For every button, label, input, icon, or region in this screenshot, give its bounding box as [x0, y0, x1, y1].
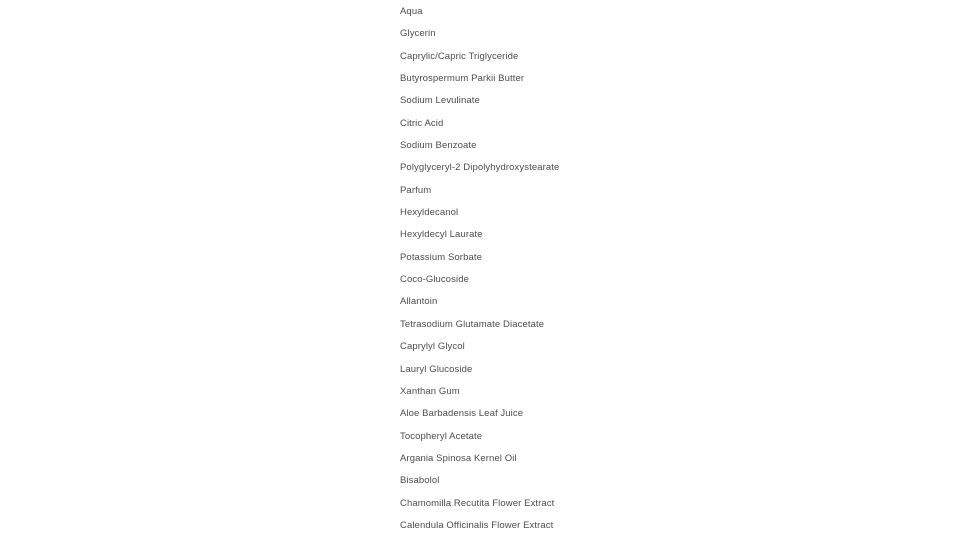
- ingredient-item: Aqua: [400, 6, 423, 17]
- ingredient-item: Tocopheryl Acetate: [400, 430, 483, 442]
- ingredient-item: Hexyldecanol: [400, 207, 459, 219]
- ingredient-item: Glycerin: [400, 28, 436, 40]
- ingredient-item: Polyglyceryl-2 Dipolyhydroxystearate: [400, 162, 560, 174]
- ingredient-item: Coco-Glucoside: [400, 274, 469, 286]
- ingredient-item: Sodium Benzoate: [400, 140, 477, 152]
- ingredient-item: Citric Acid: [400, 117, 444, 129]
- ingredient-item: Sodium Levulinate: [400, 95, 480, 107]
- ingredient-item: Caprylyl Glycol: [400, 341, 465, 353]
- ingredient-item: Argania Spinosa Kernel Oil: [400, 452, 517, 464]
- ingredient-item: Allantoin: [400, 296, 438, 308]
- ingredient-item: Bisabolol: [400, 475, 440, 487]
- ingredients-list: [400, 1, 559, 537]
- ingredient-item: Tetrasodium Glutamate Diacetate: [400, 318, 545, 330]
- ingredient-item: Potassium Sorbate: [400, 251, 482, 263]
- ingredient-item: Caprylic/Capric Triglyceride: [400, 50, 519, 62]
- ingredient-item: Hexyldecyl Laurate: [400, 229, 483, 241]
- ingredient-item: Chamomilla Recutita Flower Extract: [400, 497, 555, 509]
- ingredient-item: Aloe Barbadensis Leaf Juice: [400, 408, 524, 420]
- ingredient-item: Lauryl Glucoside: [400, 363, 473, 375]
- ingredient-item: Calendula Officinalis Flower Extract: [400, 519, 554, 531]
- ingredient-item: Xanthan Gum: [400, 385, 460, 397]
- ingredient-item: Butyrospermum Parkii Butter: [400, 73, 525, 85]
- ingredient-item: Parfum: [400, 184, 432, 196]
